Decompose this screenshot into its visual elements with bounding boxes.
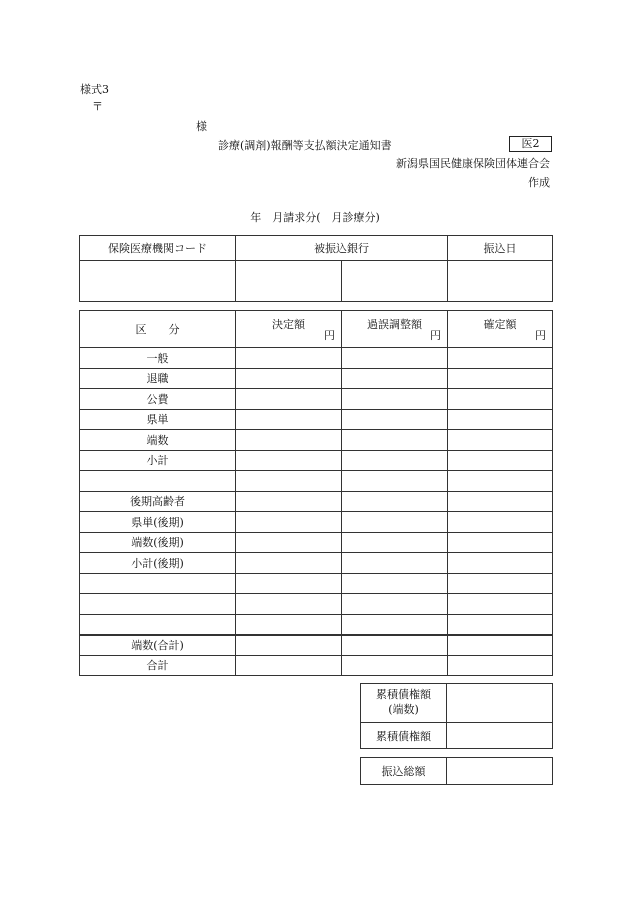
row-13-confirmed-cell (448, 614, 553, 635)
row-6-adjustment-cell (342, 471, 448, 492)
row-0-label: 一般 (80, 348, 236, 369)
row-3-confirmed-cell (448, 409, 553, 430)
row-13-label (80, 614, 236, 635)
decided-amount-header (236, 311, 342, 348)
table-row (80, 348, 553, 369)
row-13-adjustment-cell (342, 614, 448, 635)
created-label: 作成 (528, 176, 550, 189)
cumulative-label: 累積債権額 (361, 723, 447, 749)
row-10-adjustment-cell (342, 553, 448, 574)
row-7-adjustment-cell (342, 491, 448, 512)
total-row-0-label: 端数(合計) (80, 635, 236, 656)
row-2-adjustment-cell (342, 389, 448, 410)
row-10-label: 小計(後期) (80, 553, 236, 574)
issuer-name: 新潟県国民健康保険団体連合会 (396, 157, 550, 170)
row-3-label: 県単 (80, 409, 236, 430)
row-0-decided-cell (236, 348, 342, 369)
row-0-confirmed-cell (448, 348, 553, 369)
total-row-0-confirmed-cell (448, 635, 553, 656)
billing-period: 年 月請求分( 月診療分) (250, 211, 380, 224)
category-header: 区 分 (80, 311, 236, 348)
row-10-decided-cell (236, 553, 342, 574)
row-5-decided-cell (236, 450, 342, 471)
row-3-decided-cell (236, 409, 342, 430)
row-4-adjustment-cell (342, 430, 448, 451)
row-5-confirmed-cell (448, 450, 553, 471)
row-6-confirmed-cell (448, 471, 553, 492)
addressee-suffix: 様 (196, 120, 207, 133)
institution-code-header: 保険医療機関コード (80, 236, 236, 261)
row-4-confirmed-cell (448, 430, 553, 451)
row-4-decided-cell (236, 430, 342, 451)
total-row-1-confirmed-cell (448, 655, 553, 676)
table-row (80, 430, 553, 451)
cumulative-fraction-line1: 累積債権額 (376, 688, 431, 702)
table-row (80, 614, 553, 635)
row-1-decided-cell (236, 368, 342, 389)
row-10-confirmed-cell (448, 553, 553, 574)
confirmed-amount-header (448, 311, 553, 348)
institution-code-cell (80, 261, 236, 302)
row-7-confirmed-cell (448, 491, 553, 512)
decided-amount-unit: 円 (324, 329, 335, 342)
adjustment-amount-label: 過誤調整額 (367, 318, 422, 331)
table-row (80, 553, 553, 574)
bank-cell-2 (342, 261, 448, 302)
bank-header: 被振込銀行 (236, 236, 448, 261)
row-1-confirmed-cell (448, 368, 553, 389)
row-9-adjustment-cell (342, 532, 448, 553)
confirmed-amount-unit: 円 (535, 329, 546, 342)
row-12-confirmed-cell (448, 594, 553, 615)
row-8-adjustment-cell (342, 512, 448, 533)
row-2-decided-cell (236, 389, 342, 410)
transfer-total-label: 振込総額 (361, 758, 447, 785)
adjustment-amount-unit: 円 (430, 329, 441, 342)
transfer-date-cell (448, 261, 553, 302)
row-13-decided-cell (236, 614, 342, 635)
row-1-adjustment-cell (342, 368, 448, 389)
row-12-adjustment-cell (342, 594, 448, 615)
cumulative-fraction-line2: (端数) (388, 703, 419, 716)
table-row (80, 368, 553, 389)
total-row-1-adjustment-cell (342, 655, 448, 676)
transfer-date-header: 振込日 (448, 236, 553, 261)
cumulative-fraction-value (447, 684, 553, 723)
row-11-label (80, 573, 236, 594)
table-row (80, 512, 553, 533)
row-8-decided-cell (236, 512, 342, 533)
table-row (80, 594, 553, 615)
row-5-adjustment-cell (342, 450, 448, 471)
row-12-label (80, 594, 236, 615)
table-row (80, 450, 553, 471)
adjustment-amount-header (342, 311, 448, 348)
row-9-confirmed-cell (448, 532, 553, 553)
table-row (80, 532, 553, 553)
row-8-label: 県単(後期) (80, 512, 236, 533)
transfer-total-table (360, 757, 553, 785)
row-12-decided-cell (236, 594, 342, 615)
decided-amount-label: 決定額 (272, 318, 305, 331)
institution-bank-table (79, 235, 553, 302)
row-5-label: 小計 (80, 450, 236, 471)
table-row (80, 389, 553, 410)
row-7-decided-cell (236, 491, 342, 512)
row-9-decided-cell (236, 532, 342, 553)
document-title: 診療(調剤)報酬等支払額決定通知書 (218, 139, 392, 152)
table-row (80, 573, 553, 594)
table-row (80, 491, 553, 512)
postal-mark: 〒 (92, 100, 103, 113)
payment-breakdown-table (79, 310, 553, 676)
total-row-0-adjustment-cell (342, 635, 448, 656)
table-row (80, 635, 553, 656)
transfer-total-value (447, 758, 553, 785)
row-4-label: 端数 (80, 430, 236, 451)
row-7-label: 後期高齢者 (80, 491, 236, 512)
row-11-decided-cell (236, 573, 342, 594)
row-8-confirmed-cell (448, 512, 553, 533)
cumulative-claims-table (360, 683, 553, 749)
cumulative-value (447, 723, 553, 749)
table-row (80, 655, 553, 676)
total-row-0-decided-cell (236, 635, 342, 656)
form-number: 様式3 (80, 83, 109, 96)
table-row (80, 471, 553, 492)
row-3-adjustment-cell (342, 409, 448, 430)
table-row (80, 409, 553, 430)
total-row-1-decided-cell (236, 655, 342, 676)
bank-cell-1 (236, 261, 342, 302)
row-11-adjustment-cell (342, 573, 448, 594)
row-11-confirmed-cell (448, 573, 553, 594)
row-0-adjustment-cell (342, 348, 448, 369)
total-row-1-label: 合計 (80, 655, 236, 676)
row-2-confirmed-cell (448, 389, 553, 410)
row-9-label: 端数(後期) (80, 532, 236, 553)
row-6-label (80, 471, 236, 492)
document-code-box: 医2 (509, 136, 552, 152)
row-1-label: 退職 (80, 368, 236, 389)
row-2-label: 公費 (80, 389, 236, 410)
cumulative-fraction-label (361, 684, 447, 723)
confirmed-amount-label: 確定額 (483, 318, 517, 331)
row-6-decided-cell (236, 471, 342, 492)
